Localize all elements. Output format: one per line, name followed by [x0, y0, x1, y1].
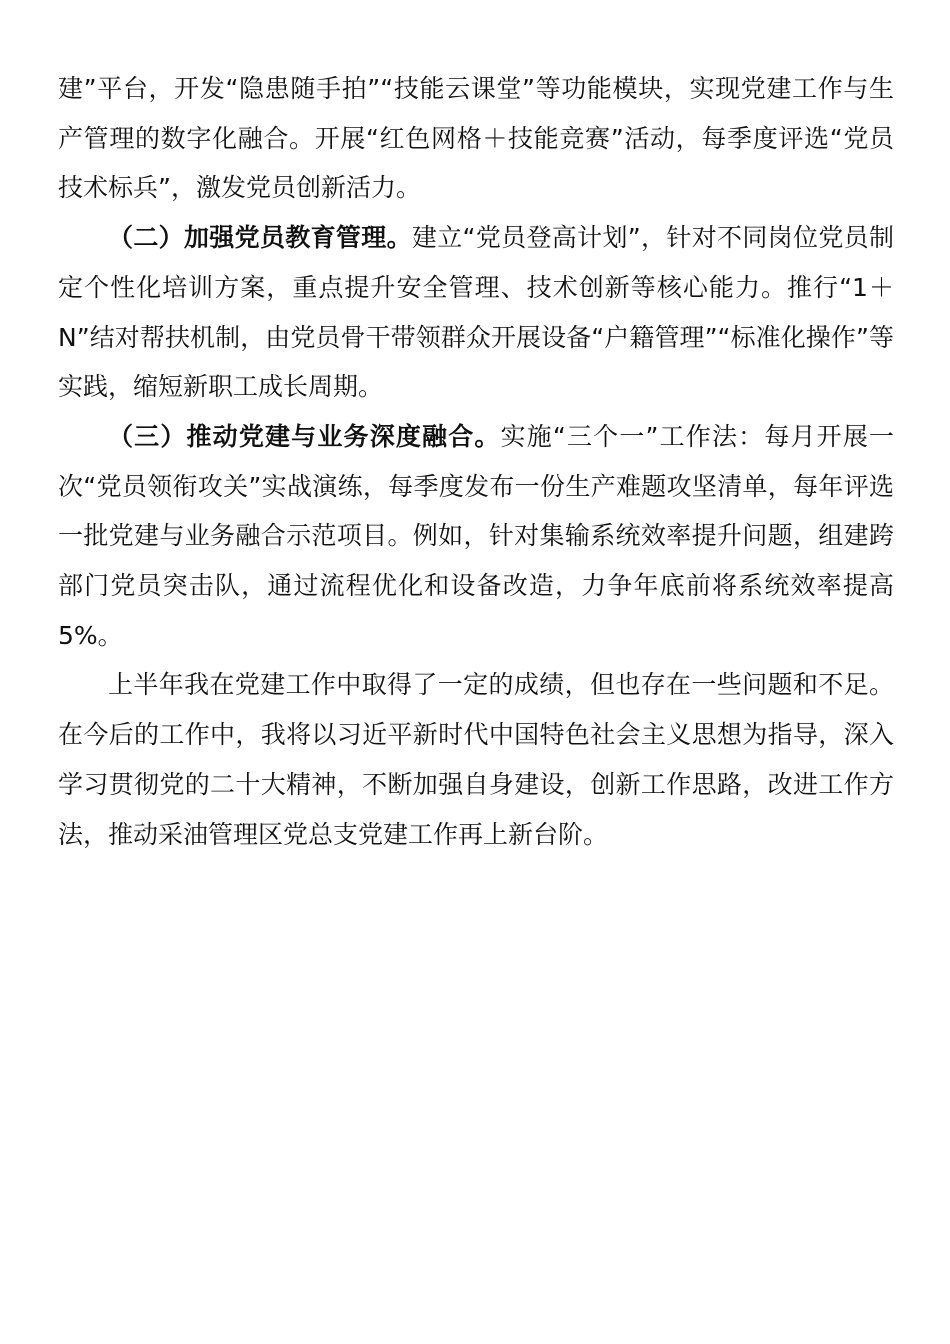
paragraph-conclusion: [58, 660, 894, 859]
section-heading: （二）加强党员教育管理。: [108, 223, 412, 253]
paragraph-text: 上半年我在党建工作中取得了一定的成绩，但也存在一些问题和不足。在今后的工作中，我将以习近平新时代中国特色社会主义思想为指导，深入学习贯彻党的二十大精神，不断加强自身建设，创新工作思路，改进工作方法，推动采油管理区党总支党建工作再上新台阶。: [58, 670, 894, 849]
paragraph-continuation: [58, 64, 894, 213]
paragraph-text: 建”平台，开发“隐患随手拍”“技能云课堂”等功能模块，实现党建工作与生产管理的数字化融合。开展“红色网格＋技能竞赛”活动，每季度评选“党员技术标兵”，激发党员创新活力。: [58, 74, 894, 203]
paragraph-party-member-education: [58, 213, 894, 412]
section-heading: （三）推动党建与业务深度融合。: [108, 421, 501, 451]
paragraph-text: 建立“党员登高计划”，针对不同岗位党员制定个性化培训方案，重点提升安全管理、技术创新等核心能力。推行“1＋N”结对帮扶机制，由党员骨干带领群众开展设备“户籍管理”“标准化操作”等实践，缩短新职工成长周期。: [58, 223, 894, 402]
paragraph-text: 实施“三个一”工作法：每月开展一次“党员领衔攻关”实战演练，每季度发布一份生产难题攻坚清单，每年评选一批党建与业务融合示范项目。例如，针对集输系统效率提升问题，组建跨部门党员突击队，通过流程优化和设备改造，力争年底前将系统效率提高5%。: [58, 421, 894, 650]
document-body: [58, 64, 894, 859]
paragraph-party-business-integration: [58, 412, 894, 661]
